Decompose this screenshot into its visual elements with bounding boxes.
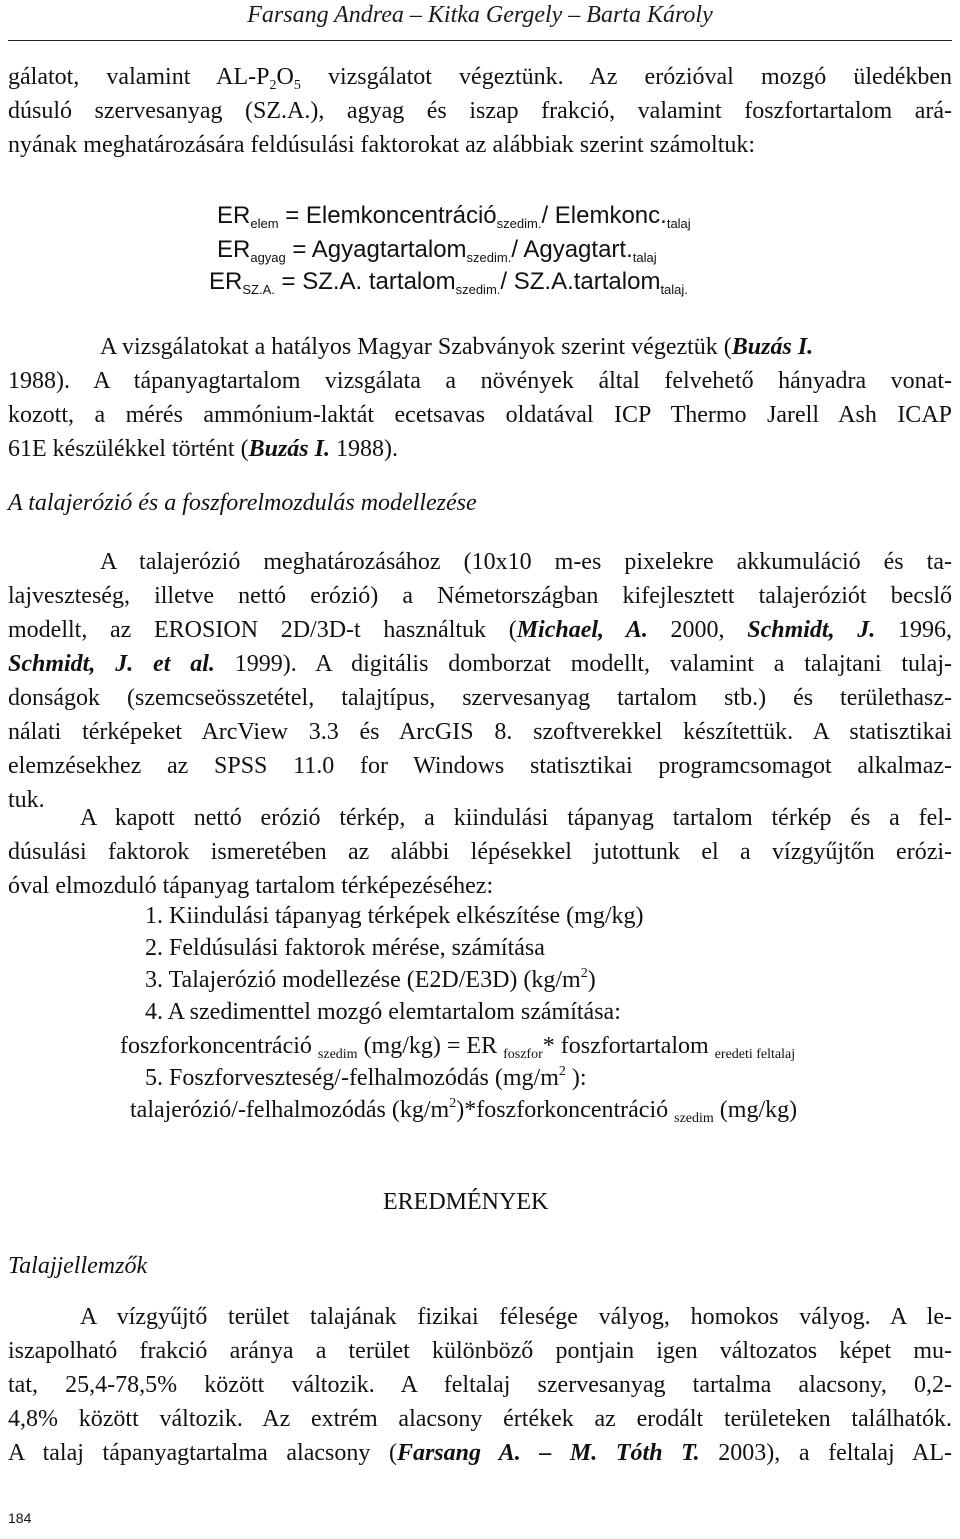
soil-line-1: A vízgyűjtő terület talajának fizikai félesége vályog, homokos vályog. A le- xyxy=(80,1304,952,1330)
header-rule xyxy=(8,40,952,41)
mapping-paragraph xyxy=(8,801,952,903)
methods-line-1: A vizsgálatokat a hatályos Magyar Szabványok szerint végeztük (Buzás I. xyxy=(100,334,814,360)
methods-line-4: 61E készülékkel történt (Buzás I. 1988). xyxy=(8,436,398,462)
equation-er-agyag: $ER_{agyag}$ = Agyagtartalom$_{szedim.}$/ $Agyagtart._{talaj}$ xyxy=(217,236,657,265)
soil-line-5: A talaj tápanyagtartalma alacsony (Farsang A. – M. Tóth T. 2003), a feltalaj AL- xyxy=(8,1440,952,1466)
section-title-modelling: A talajerózió és a foszforelmozdulás modellezése xyxy=(8,490,477,516)
formula-phosphorus-concentration: foszforkoncentráció $_{szedim}$ (mg/kg) = ER $_{foszfor}$* foszfortartalom $_{eredeti feltalaj}$ xyxy=(120,1033,796,1062)
methods-line-2: 1988). A tápanyagtartalom vizsgálata a növények által felvehető hányadra vonat- xyxy=(8,368,952,394)
soil-line-4: 4,8% között változik. Az extrém alacsony értékek az erodált területeken találhatók. xyxy=(8,1406,952,1432)
equation-er-sza: $ER_{SZ.A.} = SZ.A$. tartalom$_{szedim.}$/ SZ.A.tartalom$_{talaj.}$ xyxy=(209,268,688,297)
modelling-paragraph xyxy=(8,545,952,817)
equation-er-elem: $ER_{elem}$ = Elemkoncentráció$_{szedim.}$/ $Elemkonc._{talaj}$ xyxy=(217,202,691,231)
step-1: 1. Kiindulási tápanyag térképek elkészítése (mg/kg) xyxy=(145,903,644,929)
mapping-line-2: dúsulási faktorok ismeretében az alábbi lépésekkel jutottunk el a vízgyűjtőn erózi- xyxy=(8,839,952,865)
soil-paragraph xyxy=(8,1300,952,1470)
modelling-line-4: Schmidt, J. et al. 1999). A digitális domborzat modellt, valamint a talajtani tulaj- xyxy=(8,651,952,677)
intro-line-2: dúsuló szervesanyag (SZ.A.), agyag és iszap frakció, valamint foszfortartalom ará- xyxy=(8,98,952,124)
soil-line-2: iszapolható frakció aránya a terület különböző pontjain igen változatos képet mu- xyxy=(8,1338,952,1364)
section-title-soil: Talajjellemzők xyxy=(8,1253,148,1279)
mapping-line-3: óval elmozduló tápanyag tartalom térképezéséhez: xyxy=(8,873,494,899)
modelling-line-1: A talajerózió meghatározásához (10x10 m-es pixelekre akkumuláció és ta- xyxy=(100,549,952,575)
modelling-line-6: nálati térképeket ArcView 3.3 és ArcGIS 8. szoftverekkel készítettük. A statisztikai xyxy=(8,719,952,745)
methods-paragraph xyxy=(8,330,952,466)
formula-phosphorus-loss: talajerózió/-felhalmozódás $(kg/m^2)*foszforkoncentráció$ $_{szedim}$ (mg/kg) xyxy=(130,1096,798,1126)
modelling-line-3: modellt, az EROSION 2D/3D-t használtuk (Michael, A. 2000, Schmidt, J. 1996, xyxy=(8,617,952,643)
step-5: 5. Foszforveszteség/-felhalmozódás ($mg/m^2$ ): xyxy=(145,1064,587,1091)
mapping-line-1: A kapott nettó erózió térkép, a kiindulási tápanyag tartalom térkép és a fel- xyxy=(80,805,952,831)
intro-paragraph xyxy=(8,60,952,162)
modelling-line-2: lajveszteség, illetve nettó erózió) a Németországban kifejlesztett talajeróziót becslő xyxy=(8,583,952,609)
modelling-line-5: donságok (szemcseösszetétel, talajtípus, szervesanyag tartalom stb.) és területhasz- xyxy=(8,685,952,711)
intro-line-1: gálatot, valamint $AL-P_2O_5$ vizsgálatot végeztünk. Az erózióval mozgó üledékben xyxy=(8,64,952,93)
soil-line-3: tat, 25,4-78,5% között változik. A feltalaj szervesanyag tartalma alacsony, 0,2- xyxy=(8,1372,952,1398)
page-number: 184 xyxy=(8,1510,32,1526)
methods-line-3: kozott, a mérés ammónium-laktát ecetsavas oldatával ICP Thermo Jarell Ash ICAP xyxy=(8,402,952,428)
modelling-line-7: elemzésekhez az SPSS 11.0 for Windows statisztikai programcsomagot alkalmaz- xyxy=(8,753,952,779)
intro-line-3: nyának meghatározására feldúsulási faktorokat az alábbiak szerint számoltuk: xyxy=(8,132,756,158)
modelling-line-8: tuk. xyxy=(8,787,45,813)
step-3: 3. Talajerózió modellezése (E2D/E3D) $(kg/m^2)$ xyxy=(145,966,596,993)
results-heading: EREDMÉNYEK xyxy=(383,1189,549,1215)
step-4: 4. A szedimenttel mozgó elemtartalom számítása: xyxy=(145,999,621,1025)
running-header: Farsang Andrea – Kitka Gergely – Barta Károly xyxy=(247,2,713,28)
step-2: 2. Feldúsulási faktorok mérése, számítása xyxy=(145,935,545,961)
